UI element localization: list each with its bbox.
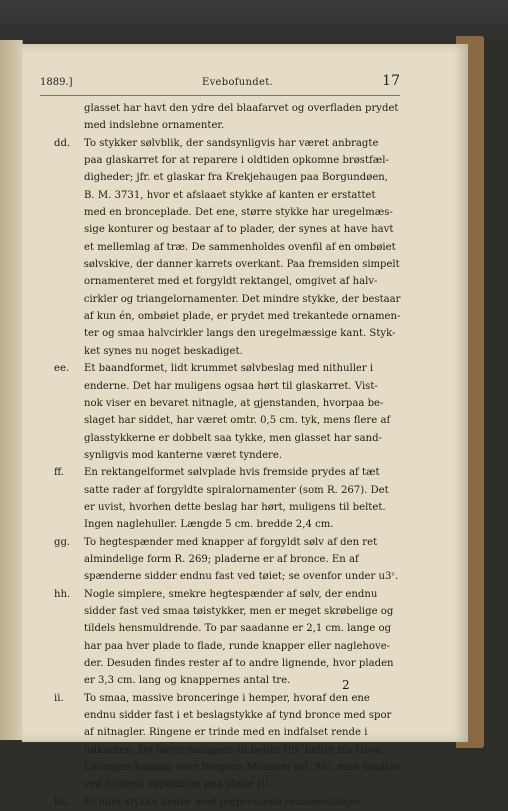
line-text: nok viser en bevaret nitnagle, at gjenstanden, hvorpaa be- [84, 397, 384, 409]
line-text: To smaa, massive bronceringe i hemper, hvoraf den ene [84, 692, 370, 704]
text-line [54, 690, 400, 707]
text-line [58, 638, 400, 655]
page-body-text [54, 100, 401, 811]
text-line [58, 100, 400, 117]
line-text: satte rader af forgyldte spiralornamenter (som R. 267). Det [84, 484, 389, 496]
text-line [54, 464, 400, 481]
text-line [58, 742, 400, 759]
line-text: Et baandformet, lidt krummet sølvbeslag med nithuller i [84, 363, 374, 375]
facing-page-edge [0, 40, 23, 740]
text-line [58, 776, 400, 793]
line-text: udkanten. De hører muligens til beltet (jfr. beltet fra Hove, [84, 744, 386, 756]
line-text: enderne. Det har muligens ogsaa hørt til glaskarret. Vist- [84, 380, 378, 392]
text-line [58, 291, 401, 308]
text-line [54, 135, 400, 152]
background-top [0, 0, 508, 40]
line-text: spænderne sidder endnu fast ved tøiet; se ovenfor under u3ᶜ. [84, 571, 399, 583]
text-line [58, 707, 400, 724]
line-text: Nogle simplere, smekre hegtespænder af sølv, der endnu [84, 588, 378, 600]
line-text: ved fundets oppakning paa plade III. [84, 779, 273, 791]
text-line [58, 447, 400, 464]
text-line [58, 430, 400, 447]
line-text: synligvis mod kanterne været tyndere. [84, 449, 283, 461]
text-line [58, 378, 400, 395]
item-label: dd. [54, 137, 71, 149]
signature-mark: 2 [342, 678, 350, 692]
text-line [58, 516, 400, 533]
text-line [58, 256, 400, 273]
text-line [58, 308, 399, 325]
line-text: tildels hensmuldrende. To par saadanne er 2,1 cm. lange og [84, 623, 392, 635]
text-line [58, 568, 400, 585]
text-line [58, 655, 400, 672]
header-rule [40, 95, 400, 96]
text-line [58, 499, 400, 516]
line-text: almindelige form R. 269; pladerne er af bronce. En af [84, 553, 359, 565]
item-label: gg. [54, 536, 71, 548]
line-text: af nitnagler. Ringene er trinde med en indfalset rende i [84, 727, 368, 739]
line-text: er uvist, hvorhen dette beslag har hørt, muligens til beltet. [84, 501, 386, 513]
line-text: sidder fast ved smaa tøistykker, men er meget skrøbelige og [84, 605, 394, 617]
text-line [58, 221, 400, 238]
item-label: hh. [54, 588, 71, 600]
line-text: ter og smaa halvcirkler langs den uregelmæssige kant. Styk- [84, 328, 396, 340]
line-text: glasstykkerne er dobbelt saa tykke, men glasset har sand- [84, 432, 382, 444]
text-line [58, 343, 400, 360]
line-text: er 3,3 cm. lang og knappernes antal tre. [84, 675, 291, 687]
line-text: glasset har havt den ydre del blaafarvet og overfladen prydet [84, 103, 399, 114]
text-line [58, 620, 400, 637]
line-text: digheder; jfr. et glaskar fra Krekjehaugen paa Borgundøen, [84, 172, 389, 184]
running-header [40, 73, 400, 93]
line-text: et mellemlag af træ. De sammenholdes ovenfil af en ombøiet [84, 241, 396, 253]
text-line [58, 412, 400, 429]
text-line [58, 239, 400, 256]
text-line [58, 551, 400, 568]
line-text: Loranges katalog over Bergens Museum sid. 98), men fandtes [83, 762, 401, 774]
line-text: B. M. 3731, hvor et afslaaet stykke af kanten er erstattet [84, 189, 376, 201]
text-line [58, 204, 400, 221]
text-line [54, 360, 400, 377]
line-text: af kun én, ombøiet plade, er prydet med trekantede ornamen- [83, 311, 401, 323]
line-text: slaget har siddet, har været omtr. 0,5 cm. tyk, mens flere af [84, 415, 391, 427]
line-text: Ingen naglehuller. Længde 5 cm. bredde 2,4 cm. [84, 519, 334, 531]
line-text: har paa hver plade to flade, runde knapper eller naglehove- [84, 640, 391, 652]
text-line [54, 794, 400, 811]
item-label: ff. [54, 467, 65, 479]
line-text: To stykker sølvblik, der sandsynligvis har været anbragte [84, 137, 379, 149]
line-text: endnu sidder fast i et beslagstykke af tynd bronce med spor [84, 710, 392, 722]
line-text: Et lidet stykke læder med indpressede ornamentlinjer. [84, 796, 364, 808]
item-label: ee. [54, 363, 70, 375]
line-text: ket synes nu noget beskadiget. [84, 345, 243, 357]
line-text: En rektangelformet sølvplade hvis fremside prydes af tæt [84, 467, 380, 479]
line-text: cirkler og triangelornamenter. Det mindre stykke, der bestaar [83, 293, 401, 305]
line-text: med en bronceplade. Det ene, større stykke har uregelmæs- [84, 207, 393, 219]
text-line [58, 187, 400, 204]
line-text: med indslebne ornamenter. [84, 120, 225, 132]
page-number: 17 [382, 73, 400, 89]
text-line [54, 586, 400, 603]
text-line [58, 482, 400, 499]
text-line [58, 603, 400, 620]
header-year: 1889.] [40, 77, 73, 88]
line-text: To hegtespænder med knapper af forgyldt sølv af den ret [84, 536, 378, 548]
line-text: sølvskive, der danner karrets overkant. Paa fremsiden simpelt [83, 259, 400, 271]
text-line [58, 169, 400, 186]
text-line [58, 325, 400, 342]
line-text: ornamenteret med et forgyldt rektangel, omgivet af halv- [84, 276, 378, 288]
text-line [58, 117, 400, 134]
text-line [58, 724, 400, 741]
line-text: paa glaskarret for at reparere i oldtiden opkomne brøstfæl- [84, 155, 389, 167]
text-line [58, 395, 400, 412]
text-line [58, 273, 400, 290]
item-label: ii. [54, 692, 64, 704]
line-text: sige konturer og bestaar af to plader, der synes at have havt [84, 224, 394, 236]
text-line [58, 152, 400, 169]
header-title: Evebofundet. [202, 77, 273, 88]
item-label: kk. [54, 796, 70, 808]
text-line [54, 534, 400, 551]
line-text: der. Desuden findes rester af to andre lignende, hvor pladen [84, 658, 394, 669]
